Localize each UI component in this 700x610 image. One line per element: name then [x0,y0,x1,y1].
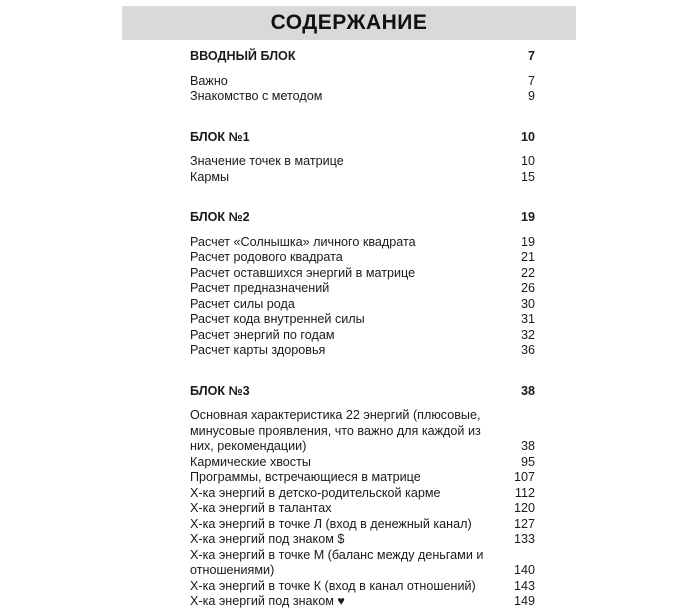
toc-entry[interactable] [190,250,535,266]
toc-entry[interactable] [190,470,535,486]
toc-entry-label: Программы, встречающиеся в матрице [190,470,421,484]
toc-entry-label: Расчет силы рода [190,296,295,311]
toc-entry-label: Кармы [190,169,230,184]
toc-entry-label: Расчет «Солнышка» личного квадрата [190,234,416,249]
section-heading[interactable] [190,49,535,65]
toc-entry-label: Расчет карты здоровья [190,343,326,357]
toc-entry-page-number: 21 [520,250,535,264]
toc-entry-label: Расчет предназначений [190,281,330,295]
toc-entry-page-number: 10 [520,154,535,168]
section-heading[interactable] [190,130,535,146]
toc-section [190,210,535,359]
section-heading-page-number: 19 [520,210,535,224]
toc-entry-page-number: 30 [520,296,535,311]
toc-entry-label: Значение точек в матрице [190,154,344,168]
toc-entry-page-number: 19 [520,234,535,249]
toc-entry-page-number: 143 [513,578,535,593]
toc-entry-label: Х-ка энергий в точке Л (вход в денежный канал) [190,516,472,531]
toc-entry-page-number: 15 [520,169,535,184]
toc-entry-label: Расчет родового квадрата [190,250,343,264]
toc-entry[interactable] [190,532,535,548]
section-heading-page-number: 38 [520,383,535,398]
toc-entry[interactable] [190,74,535,90]
toc-section [190,49,535,105]
section-heading-label: БЛОК №2 [190,210,250,224]
toc-entry-label: Х-ка энергий в талантах [190,501,332,515]
toc-entry[interactable] [190,501,535,517]
toc-entry-page-number: 127 [513,516,535,531]
toc-entry-page-number: 26 [520,281,535,295]
toc-entry[interactable] [190,517,535,533]
toc-entry-page-number: 120 [513,501,535,515]
toc-entry-label: Расчет энергий по годам [190,327,335,342]
toc-entry[interactable] [190,343,535,359]
section-heading-page-number: 7 [527,49,535,63]
toc-entry-label: Х-ка энергий в детско-родительской карме [190,485,441,500]
toc-entry-page-number: 36 [520,343,535,357]
toc-entry-label: Х-ка энергий под знаком $ [190,532,345,546]
toc-entry-label: Расчет кода внутренней силы [190,312,365,326]
toc-entry-page-number: 22 [520,265,535,280]
toc-entry[interactable] [190,594,535,610]
section-heading-label: ВВОДНЫЙ БЛОК [190,49,296,63]
toc-entry[interactable] [190,328,535,344]
toc-entry-label: Кармические хвосты [190,454,311,469]
toc-entry[interactable] [190,281,535,297]
toc-entry-label: Знакомство с методом [190,89,323,103]
toc-entry-page-number: 31 [520,312,535,326]
toc-entry[interactable] [190,170,535,186]
toc-entry-page-number: 133 [513,532,535,546]
toc-entry-page-number: 32 [520,327,535,342]
section-heading-page-number: 10 [520,129,535,144]
toc-section [190,130,535,186]
toc-entry[interactable] [190,297,535,313]
toc-entry[interactable] [190,548,535,579]
toc-entry[interactable] [190,89,535,105]
page-title: СОДЕРЖАНИЕ [270,11,428,34]
toc-section [190,384,535,610]
section-heading-label: БЛОК №3 [190,383,250,398]
toc-entry-page-number: 107 [513,470,535,484]
toc-entry[interactable] [190,266,535,282]
toc-entry[interactable] [190,312,535,328]
title-bar [122,6,576,40]
toc-entry-page-number: 112 [514,485,535,500]
section-heading[interactable] [190,384,535,400]
toc-entry[interactable] [190,154,535,170]
toc-entry-label: Х-ка энергий под знаком ♥ [190,594,345,608]
toc-entry[interactable] [190,455,535,471]
toc-entry-label: Х-ка энергий в точке М (баланс между деньгами и отношениями) [190,547,484,577]
toc-entry[interactable] [190,235,535,251]
section-heading[interactable] [190,210,535,226]
toc-entry-label: Важно [190,73,228,88]
toc-entry-label: Х-ка энергий в точке К (вход в канал отношений) [190,578,476,593]
toc-entry-label: Расчет оставшихся энергий в матрице [190,265,416,280]
section-heading-label: БЛОК №1 [190,129,250,144]
toc-entry-label: Основная характеристика 22 энергий (плюсовые, минусовые проявления, что важно для каждой из них, рекомендации) [190,408,481,453]
toc-entry-page-number: 140 [513,563,535,577]
toc-entry-page-number: 9 [527,89,535,103]
toc-entry-page-number: 7 [527,73,535,88]
toc-entry[interactable] [190,579,535,595]
toc-entry[interactable] [190,408,535,455]
toc-entry-page-number: 38 [520,439,535,453]
toc-entry-page-number: 149 [513,594,535,608]
toc-entry[interactable] [190,486,535,502]
table-of-contents [190,44,535,610]
toc-entry-page-number: 95 [520,454,535,469]
